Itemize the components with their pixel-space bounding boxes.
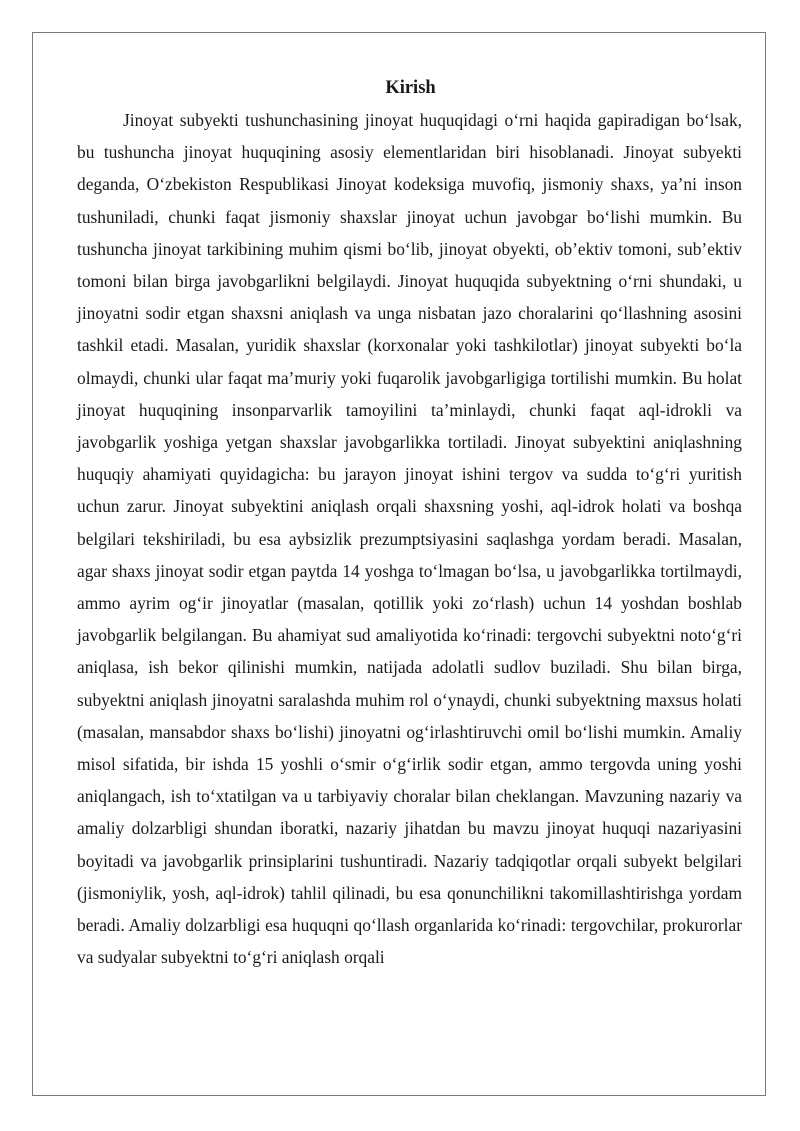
body-paragraph: Jinoyat subyekti tushunchasining jinoyat huquqidagi o‘rni haqida gapiradigan bo‘lsak, bu tushuncha jinoyat huquqining asosiy elementlaridan biri hisoblanadi. Jinoyat subyekti deganda, O‘zbekiston Respublikasi Jinoyat kodeksiga muvofiq, jismoniy shaxs, ya’ni inson tushuniladi, chunki faqat jismoniy shaxslar jinoyat uchun javobgar bo‘lishi mumkin. Bu tushuncha jinoyat tarkibining muhim qismi bo‘lib, jinoyat obyekti, ob’ektiv tomoni, sub’ektiv tomoni bilan birga javobgarlikni belgilaydi. Jinoyat huquqida subyektning o‘rni shundaki, u jinoyatni sodir etgan shaxsni aniqlash va unga nisbatan jazo choralarini qo‘llashning asosini tashkil etadi. Masalan, yuridik shaxslar (korxonalar yoki tashkilotlar) jinoyat subyekti bo‘la olmaydi, chunki ular faqat ma’muriy yoki fuqarolik javobgarligiga tortilishi mumkin. Bu holat jinoyat huquqining insonparvarlik tamoyilini ta’minlaydi, chunki faqat aql-idrokli va javobgarlik yoshiga yetgan shaxslar javobgarlikka tortiladi. Jinoyat subyektini aniqlashning huquqiy ahamiyati quyidagicha: bu jarayon jinoyat ishini tergov va sudda to‘g‘ri yuritish uchun zarur. Jinoyat subyektini aniqlash orqali shaxsning yoshi, aql-idrok holati va boshqa belgilari tekshiriladi, bu esa aybsizlik prezumptsiyasini saqlashga yordam beradi. Masalan, agar shaxs jinoyat sodir etgan paytda 14 yoshga to‘lmagan bo‘lsa, u javobgarlikka tortilmaydi, ammo ayrim og‘ir jinoyatlar (masalan, qotillik yoki zo‘rlash) uchun 14 yoshdan boshlab javobgarlik belgilangan. Bu ahamiyat sud amaliyotida ko‘rinadi: tergovchi subyektni noto‘g‘ri aniqlasa, ish bekor qilinishi mumkin, natijada adolatli sudlov buziladi. Shu bilan birga, subyektni aniqlash jinoyatni saralashda muhim rol o‘ynaydi, chunki subyektning maxsus holati (masalan, mansabdor shaxs bo‘lishi) jinoyatni og‘irlashtiruvchi omil bo‘lishi mumkin. Amaliy misol sifatida, bir ishda 15 yoshli o‘smir o‘g‘irlik sodir etgan, ammo tergovda uning yoshi aniqlangach, ish to‘xtatilgan va u tarbiyaviy choralar bilan cheklangan. Mavzuning nazariy va amaliy dolzarbligi shundan iboratki, nazariy jihatdan bu mavzu jinoyat huquqi nazariyasini boyitadi va javobgarlik prinsiplarini tushuntiradi. Nazariy tadqiqotlar orqali subyekt belgilari (jismoniylik, yosh, aql-idrok) tahlil qilinadi, bu esa qonunchilikni takomillashtirishga yordam beradi. Amaliy dolzarbligi esa huquqni qo‘llash organlarida ko‘rinadi: tergovchilar, prokurorlar va sudyalar subyektni to‘g‘ri aniqlash orqali <box>77 110 742 968</box>
document-body <box>77 75 742 973</box>
document-title: Kirish <box>385 78 436 98</box>
